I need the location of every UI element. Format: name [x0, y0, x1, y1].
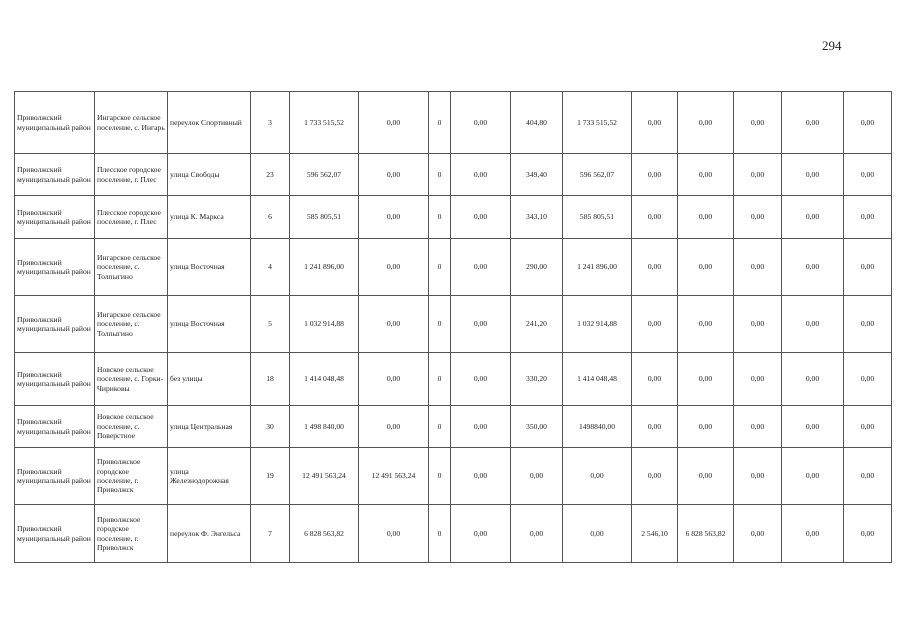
value-cell-1: 1 733 515,52	[290, 92, 359, 154]
house-number-cell: 18	[251, 353, 290, 406]
value-cell-5: 343,10	[511, 196, 563, 239]
value-cell-1: 12 491 563,24	[290, 448, 359, 505]
street-cell: улица Центральная	[168, 406, 251, 448]
street-cell: улица Свободы	[168, 154, 251, 196]
value-cell-8: 0,00	[678, 239, 734, 296]
table-row	[15, 353, 892, 406]
settlement-cell: Плесское городское поселение, г. Плес	[95, 196, 168, 239]
value-cell-6: 1 414 048,48	[563, 353, 632, 406]
value-cell-5: 0,00	[511, 448, 563, 505]
value-cell-4: 0,00	[451, 296, 511, 353]
value-cell-8: 0,00	[678, 353, 734, 406]
value-cell-2: 0,00	[359, 196, 429, 239]
value-cell-7: 0,00	[632, 92, 678, 154]
value-cell-1: 585 805,51	[290, 196, 359, 239]
value-cell-5: 241,20	[511, 296, 563, 353]
settlement-cell: Ингарское сельское поселение, с. Ингарь	[95, 92, 168, 154]
table-row	[15, 296, 892, 353]
value-cell-8: 0,00	[678, 92, 734, 154]
settlement-cell: Ингарское сельское поселение, с. Толпыгино	[95, 296, 168, 353]
housing-register-table	[14, 91, 892, 563]
value-cell-7: 0,00	[632, 406, 678, 448]
district-cell: Приволжский муниципальный район	[15, 154, 95, 196]
value-cell-7: 0,00	[632, 353, 678, 406]
district-cell: Приволжский муниципальный район	[15, 505, 95, 563]
value-cell-3: 0	[429, 92, 451, 154]
value-cell-7: 0,00	[632, 296, 678, 353]
value-cell-4: 0,00	[451, 154, 511, 196]
value-cell-7: 0,00	[632, 448, 678, 505]
house-number-cell: 4	[251, 239, 290, 296]
value-cell-7: 0,00	[632, 196, 678, 239]
value-cell-4: 0,00	[451, 448, 511, 505]
value-cell-6: 1 733 515,52	[563, 92, 632, 154]
house-number-cell: 6	[251, 196, 290, 239]
value-cell-9: 0,00	[734, 505, 782, 563]
street-cell: улица Восточная	[168, 239, 251, 296]
table-row	[15, 92, 892, 154]
value-cell-1: 1 414 048,48	[290, 353, 359, 406]
value-cell-10: 0,00	[782, 154, 844, 196]
table-row	[15, 406, 892, 448]
district-cell: Приволжский муниципальный район	[15, 92, 95, 154]
value-cell-1: 6 828 563,82	[290, 505, 359, 563]
value-cell-1: 1 032 914,88	[290, 296, 359, 353]
value-cell-11: 0,00	[844, 296, 892, 353]
value-cell-9: 0,00	[734, 196, 782, 239]
table-row	[15, 448, 892, 505]
settlement-cell: Новское сельское поселение, с. Поверстное	[95, 406, 168, 448]
value-cell-6: 0,00	[563, 505, 632, 563]
table-body	[15, 92, 892, 563]
value-cell-2: 0,00	[359, 92, 429, 154]
street-cell: переулок Ф. Энгельса	[168, 505, 251, 563]
value-cell-3: 0	[429, 239, 451, 296]
value-cell-6: 1 032 914,88	[563, 296, 632, 353]
value-cell-10: 0,00	[782, 239, 844, 296]
value-cell-1: 1 498 840,00	[290, 406, 359, 448]
value-cell-8: 0,00	[678, 448, 734, 505]
district-cell: Приволжский муниципальный район	[15, 406, 95, 448]
value-cell-1: 1 241 896,00	[290, 239, 359, 296]
value-cell-11: 0,00	[844, 448, 892, 505]
value-cell-4: 0,00	[451, 406, 511, 448]
value-cell-6: 596 562,07	[563, 154, 632, 196]
value-cell-2: 0,00	[359, 505, 429, 563]
value-cell-10: 0,00	[782, 448, 844, 505]
value-cell-8: 0,00	[678, 296, 734, 353]
value-cell-11: 0,00	[844, 196, 892, 239]
district-cell: Приволжский муниципальный район	[15, 296, 95, 353]
value-cell-3: 0	[429, 448, 451, 505]
value-cell-7: 2 546,10	[632, 505, 678, 563]
value-cell-4: 0,00	[451, 505, 511, 563]
value-cell-3: 0	[429, 196, 451, 239]
street-cell: улица Восточная	[168, 296, 251, 353]
value-cell-4: 0,00	[451, 239, 511, 296]
table-row	[15, 196, 892, 239]
value-cell-6: 585 805,51	[563, 196, 632, 239]
house-number-cell: 5	[251, 296, 290, 353]
value-cell-9: 0,00	[734, 353, 782, 406]
street-cell: без улицы	[168, 353, 251, 406]
value-cell-7: 0,00	[632, 154, 678, 196]
table-row	[15, 505, 892, 563]
house-number-cell: 30	[251, 406, 290, 448]
value-cell-9: 0,00	[734, 406, 782, 448]
value-cell-5: 330,20	[511, 353, 563, 406]
value-cell-2: 0,00	[359, 296, 429, 353]
district-cell: Приволжский муниципальный район	[15, 448, 95, 505]
house-number-cell: 7	[251, 505, 290, 563]
district-cell: Приволжский муниципальный район	[15, 353, 95, 406]
value-cell-9: 0,00	[734, 448, 782, 505]
house-number-cell: 19	[251, 448, 290, 505]
value-cell-8: 0,00	[678, 406, 734, 448]
value-cell-6: 1 241 896,00	[563, 239, 632, 296]
value-cell-11: 0,00	[844, 353, 892, 406]
value-cell-3: 0	[429, 154, 451, 196]
value-cell-2: 0,00	[359, 406, 429, 448]
table-row	[15, 154, 892, 196]
value-cell-10: 0,00	[782, 505, 844, 563]
value-cell-5: 404,80	[511, 92, 563, 154]
value-cell-6: 1498840,00	[563, 406, 632, 448]
value-cell-5: 0,00	[511, 505, 563, 563]
value-cell-10: 0,00	[782, 406, 844, 448]
value-cell-3: 0	[429, 296, 451, 353]
value-cell-3: 0	[429, 505, 451, 563]
value-cell-2: 0,00	[359, 353, 429, 406]
value-cell-5: 349,40	[511, 154, 563, 196]
value-cell-3: 0	[429, 406, 451, 448]
value-cell-3: 0	[429, 353, 451, 406]
value-cell-11: 0,00	[844, 505, 892, 563]
value-cell-11: 0,00	[844, 239, 892, 296]
settlement-cell: Ингарское сельское поселение, с. Толпыгино	[95, 239, 168, 296]
street-cell: улица К. Маркса	[168, 196, 251, 239]
value-cell-10: 0,00	[782, 92, 844, 154]
settlement-cell: Приволжское городское поселение, г. Приволжск	[95, 505, 168, 563]
value-cell-4: 0,00	[451, 196, 511, 239]
value-cell-9: 0,00	[734, 154, 782, 196]
value-cell-9: 0,00	[734, 296, 782, 353]
value-cell-10: 0,00	[782, 353, 844, 406]
page-number: 294	[822, 38, 842, 53]
house-number-cell: 23	[251, 154, 290, 196]
value-cell-8: 0,00	[678, 154, 734, 196]
house-number-cell: 3	[251, 92, 290, 154]
value-cell-1: 596 562,07	[290, 154, 359, 196]
district-cell: Приволжский муниципальный район	[15, 196, 95, 239]
value-cell-2: 0,00	[359, 239, 429, 296]
value-cell-8: 6 828 563,82	[678, 505, 734, 563]
value-cell-2: 0,00	[359, 154, 429, 196]
value-cell-6: 0,00	[563, 448, 632, 505]
table-row	[15, 239, 892, 296]
value-cell-8: 0,00	[678, 196, 734, 239]
value-cell-9: 0,00	[734, 92, 782, 154]
value-cell-10: 0,00	[782, 196, 844, 239]
street-cell: улица Железнодорожная	[168, 448, 251, 505]
value-cell-11: 0,00	[844, 92, 892, 154]
value-cell-11: 0,00	[844, 406, 892, 448]
value-cell-7: 0,00	[632, 239, 678, 296]
value-cell-2: 12 491 563,24	[359, 448, 429, 505]
value-cell-10: 0,00	[782, 296, 844, 353]
value-cell-4: 0,00	[451, 353, 511, 406]
value-cell-5: 350,00	[511, 406, 563, 448]
value-cell-5: 290,00	[511, 239, 563, 296]
street-cell: переулок Спортивный	[168, 92, 251, 154]
settlement-cell: Приволжское городское поселение, г. Приволжск	[95, 448, 168, 505]
settlement-cell: Новское сельское поселение, с. Горки-Чириковы	[95, 353, 168, 406]
value-cell-4: 0,00	[451, 92, 511, 154]
district-cell: Приволжский муниципальный район	[15, 239, 95, 296]
value-cell-11: 0,00	[844, 154, 892, 196]
value-cell-9: 0,00	[734, 239, 782, 296]
settlement-cell: Плесское городское поселение, г. Плес	[95, 154, 168, 196]
